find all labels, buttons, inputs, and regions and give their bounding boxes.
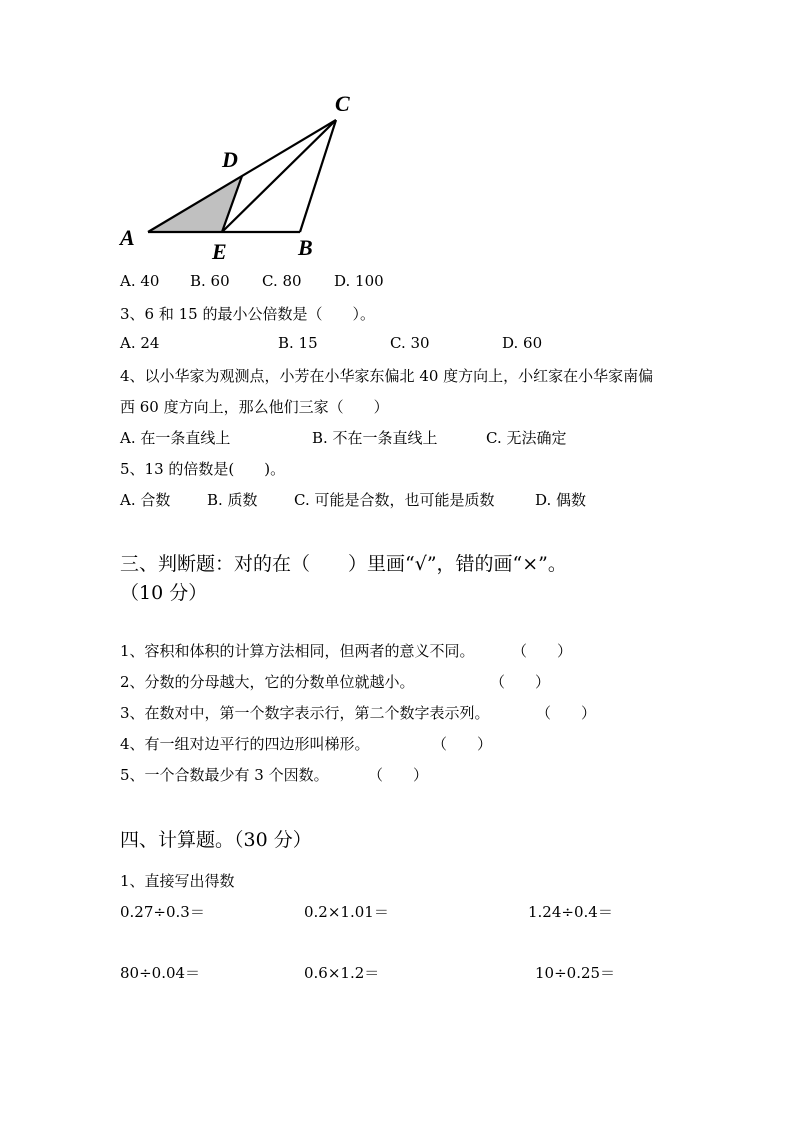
q5-text: 5、13 的倍数是( )。 (120, 460, 286, 478)
judge-answer-paren-1[interactable]: （ ） (512, 642, 573, 660)
q3-text: 3、6 和 15 的最小公倍数是（ ）。 (120, 305, 375, 323)
calc-3: 1.24÷0.4＝ (528, 903, 613, 921)
label-b: B (298, 235, 313, 260)
label-d: D (222, 147, 238, 172)
calc-2: 0.2×1.01＝ (304, 903, 389, 921)
label-a: A (120, 225, 135, 250)
label-e: E (212, 239, 227, 264)
q4-text-line2: 西 60 度方向上，那么他们三家（ ） (120, 398, 389, 416)
q5-option-a: A. 合数 (120, 491, 171, 509)
judge-item-5: 5、一个合数最少有 3 个因数。 (120, 766, 329, 784)
judge-answer-paren-3[interactable]: （ ） (536, 704, 597, 722)
q4-text-line1: 4、以小华家为观测点，小芳在小华家东偏北 40 度方向上，小红家在小华家南偏 (120, 367, 654, 385)
q3-option-b: B. 15 (278, 334, 318, 352)
q4-option-a: A. 在一条直线上 (120, 429, 231, 447)
q3-option-d: D. 60 (502, 334, 543, 352)
section3-heading-score: （10 分） (120, 582, 208, 604)
judge-item-3: 3、在数对中，第一个数字表示行，第二个数字表示列。 (120, 704, 490, 722)
judge-item-4: 4、有一组对边平行的四边形叫梯形。 (120, 735, 370, 753)
judge-answer-paren-4[interactable]: （ ） (432, 735, 493, 753)
section4-subtitle: 1、直接写出得数 (120, 872, 235, 890)
calc-1: 0.27÷0.3＝ (120, 903, 205, 921)
q2-option-b: B. 60 (190, 272, 230, 290)
triangle-figure (110, 85, 370, 265)
calc-4: 80÷0.04＝ (120, 964, 201, 982)
judge-item-2: 2、分数的分母越大，它的分数单位就越小。 (120, 673, 415, 691)
q2-option-a: A. 40 (120, 272, 160, 290)
q4-option-c: C. 无法确定 (486, 429, 567, 447)
q3-option-a: A. 24 (120, 334, 160, 352)
q5-option-c: C. 可能是合数，也可能是质数 (294, 491, 495, 509)
q2-option-d: D. 100 (334, 272, 384, 290)
q2-option-c: C. 80 (262, 272, 302, 290)
calc-5: 0.6×1.2＝ (304, 964, 380, 982)
judge-answer-paren-5[interactable]: （ ） (368, 766, 429, 784)
q5-option-d: D. 偶数 (535, 491, 587, 509)
q4-option-b: B. 不在一条直线上 (312, 429, 438, 447)
section4-heading: 四、计算题。（30 分） (120, 829, 312, 851)
calc-6: 10÷0.25＝ (535, 964, 616, 982)
label-c: C (335, 91, 350, 116)
judge-item-1: 1、容积和体积的计算方法相同，但两者的意义不同。 (120, 642, 475, 660)
judge-answer-paren-2[interactable]: （ ） (490, 673, 551, 691)
q3-option-c: C. 30 (390, 334, 430, 352)
q5-option-b: B. 质数 (207, 491, 258, 509)
section3-heading: 三、判断题：对的在（ ）里画“√”，错的画“×”。 (120, 553, 567, 575)
